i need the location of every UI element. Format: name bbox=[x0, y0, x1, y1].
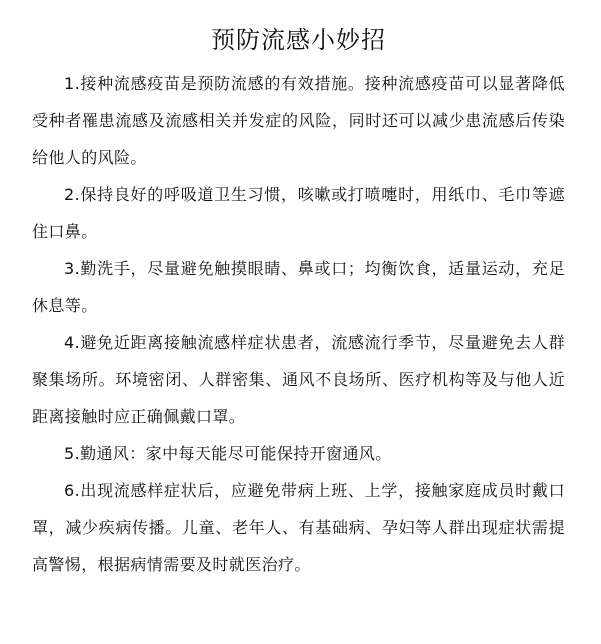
paragraph-5: 5.勤通风：家中每天能尽可能保持开窗通风。 bbox=[64, 444, 392, 463]
paragraph-3: 3.勤洗手，尽量避免触摸眼睛、鼻或口；均衡饮食，适量运动，充足休息等。 bbox=[32, 259, 565, 315]
document-title: 预防流感小妙招 bbox=[211, 26, 386, 54]
paragraph-2: 2.保持良好的呼吸道卫生习惯，咳嗽或打喷嚏时，用纸巾、毛巾等遮住口鼻。 bbox=[32, 185, 565, 241]
paragraph-4: 4.避免近距离接触流感样症状患者，流感流行季节，尽量避免去人群聚集场所。环境密闭、人群密集、通风不良场所、医疗机构等及与他人近距离接触时应正确佩戴口罩。 bbox=[32, 333, 565, 426]
paragraph-6: 6.出现流感样症状后，应避免带病上班、上学，接触家庭成员时戴口罩，减少疾病传播。儿童、老年人、有基础病、孕妇等人群出现症状需提高警惕，根据病情需要及时就医治疗。 bbox=[32, 481, 565, 574]
paragraph-1: 1.接种流感疫苗是预防流感的有效措施。接种流感疫苗可以显著降低受种者罹患流感及流感相关并发症的风险，同时还可以减少患流感后传染给他人的风险。 bbox=[32, 74, 565, 167]
